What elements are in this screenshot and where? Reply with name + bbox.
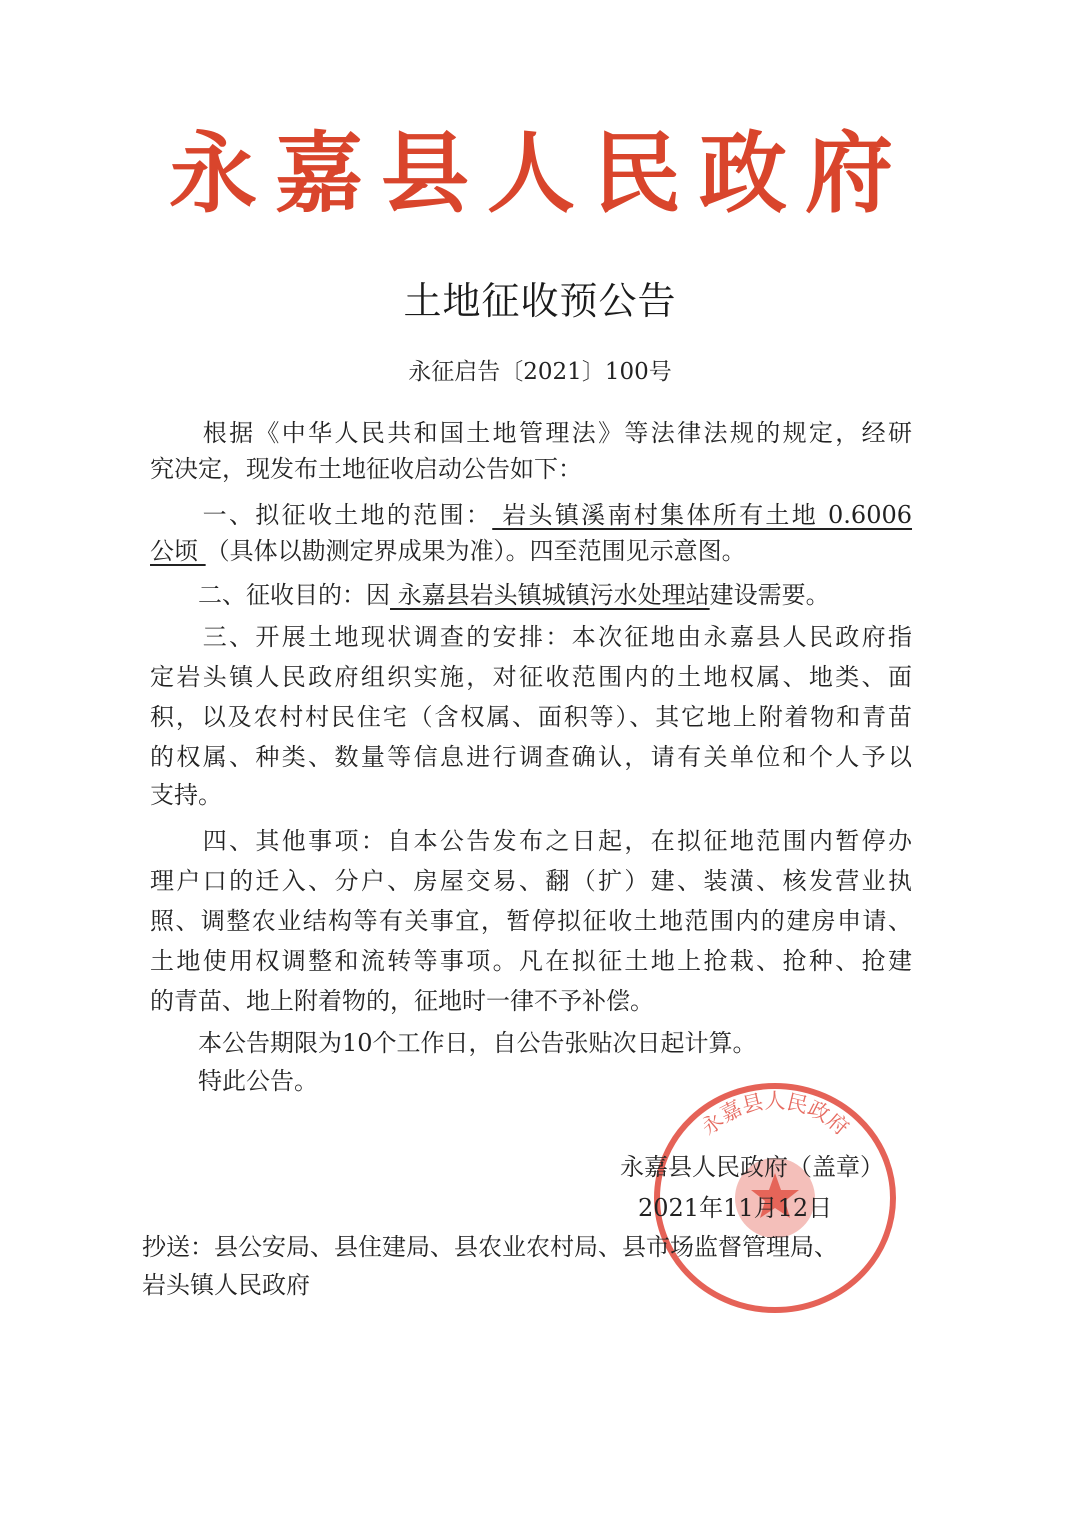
paragraph-line (150, 944, 912, 978)
cc-line-2: 岩头镇人民政府 (142, 1271, 310, 1299)
text-segment: 建设需要。 (709, 581, 830, 609)
paragraph-line (150, 660, 912, 694)
paragraph-line (150, 578, 912, 612)
text-segment: 支持。 (150, 781, 222, 809)
issuer-header: 永嘉县人民政府 (168, 121, 911, 225)
text-segment: 的权属、种类、数量等信息进行调查确认，请有关单位和个人予以 (150, 743, 912, 771)
text-segment: 定岩头镇人民政府组织实施，对征收范围内的土地权属、地类、面 (150, 663, 912, 691)
text-segment: 的青苗、地上附着物的，征地时一律不予补偿。 (150, 987, 654, 1015)
paragraph-line (150, 620, 912, 654)
cc-line-1: 抄送：县公安局、县住建局、县农业农村局、县市场监督管理局、 (142, 1233, 838, 1261)
paragraph-line (150, 700, 912, 734)
paragraph-line (150, 534, 912, 568)
text-segment: 二、征收目的：因 (150, 581, 390, 609)
signature-issuer: 永嘉县人民政府（盖章） (620, 1153, 884, 1181)
paragraph-line (150, 452, 912, 486)
text-segment: （具体以勘测定界成果为准）。四至范围见示意图。 (205, 537, 746, 565)
text-segment: 特此公告。 (150, 1067, 318, 1095)
text-segment: 根据《中华人民共和国土地管理法》等法律法规的规定，经研 (150, 419, 912, 447)
text-segment: 本公告期限为10个工作日，自公告张贴次日起计算。 (150, 1029, 757, 1057)
underlined-text: 公顷 (150, 537, 206, 565)
paragraph-line (150, 864, 912, 898)
text-segment: 究决定，现发布土地征收启动公告如下： (150, 455, 582, 483)
document-title: 土地征收预公告 (403, 279, 677, 323)
paragraph-line (150, 824, 912, 858)
text-segment: 积，以及农村村民住宅（含权属、面积等）、其它地上附着物和青苗 (150, 703, 912, 731)
seal-text: 永嘉县人民政府 (696, 1089, 854, 1140)
text-segment: 理户口的迁入、分户、房屋交易、翻（扩）建、装潢、核发营业执 (150, 867, 912, 895)
paragraph-line (150, 778, 912, 812)
text-segment: 照、调整农业结构等有关事宜，暂停拟征收土地范围内的建房申请、 (150, 907, 912, 935)
document-number: 永征启告〔2021〕100号 (408, 359, 672, 385)
paragraph-line (150, 740, 912, 774)
paragraph-line (150, 498, 912, 532)
paragraph-line (150, 416, 912, 450)
text-segment: 三、开展土地现状调查的安排：本次征地由永嘉县人民政府指 (150, 623, 912, 651)
paragraph-line (150, 1026, 912, 1060)
text-segment: 一、拟征收土地的范围： (150, 501, 493, 529)
underlined-text: 永嘉县岩头镇城镇污水处理站 (390, 581, 710, 609)
text-segment: 四、其他事项：自本公告发布之日起，在拟征地范围内暂停办 (150, 827, 912, 855)
paragraph-line (150, 904, 912, 938)
text-segment: 土地使用权调整和流转等事项。凡在拟征土地上抢栽、抢种、抢建 (150, 947, 912, 975)
underlined-text: 岩头镇溪南村集体所有土地 0.6006 (492, 501, 913, 529)
signature-date: 2021年11月12日 (638, 1194, 833, 1222)
paragraph-line (150, 984, 912, 1018)
